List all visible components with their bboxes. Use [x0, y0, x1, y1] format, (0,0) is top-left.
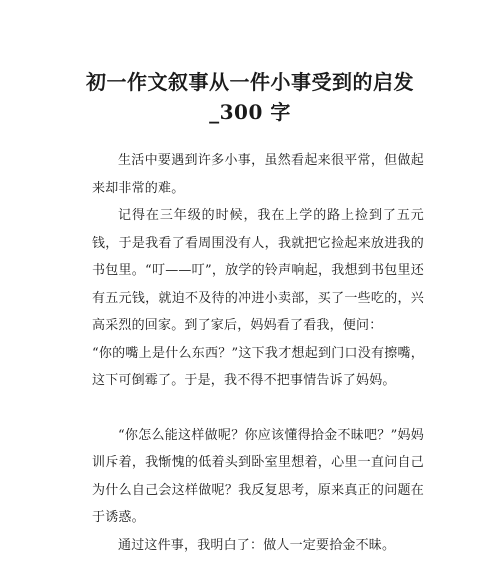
paragraph-4: “你怎么能这样做呢？你应该懂得拾金不昧吧？”妈妈训斥着，我惭愧的低着头到卧室里想着，心里一直问自己为什么自己会这样做呢？我反复思考，原来真正的问题在于诱惑。 — [92, 427, 424, 525]
document-title-line1: 初一作文叙事从一件小事受到的启发 — [86, 70, 414, 94]
document-title-line2: _300 字 — [209, 100, 291, 124]
paragraph-1: 生活中要遇到许多小事，虽然看起来很平常，但做起来却非常的难。 — [92, 153, 424, 196]
paragraph-2: 记得在三年级的时候，我在上学的路上捡到了五元钱，于是我看了看周围没有人，我就把它捡起来放进我的书包里。“叮——叮”，放学的铃声响起，我想到书包里还有五元钱，就迫不及待的冲进小卖部，买了一些吃的，兴高采烈的回家。到了家后，妈妈看了看我，便问： — [92, 208, 424, 333]
document-body — [92, 147, 424, 559]
paragraph-spacer — [92, 395, 424, 422]
paragraph-3: “你的嘴上是什么东西？”这下我才想起到门口没有擦嘴，这下可倒霉了。于是，我不得不把事情告诉了妈妈。 — [92, 345, 424, 388]
paragraph-5: 通过这件事，我明白了：做人一定要拾金不昧。 — [118, 537, 396, 553]
